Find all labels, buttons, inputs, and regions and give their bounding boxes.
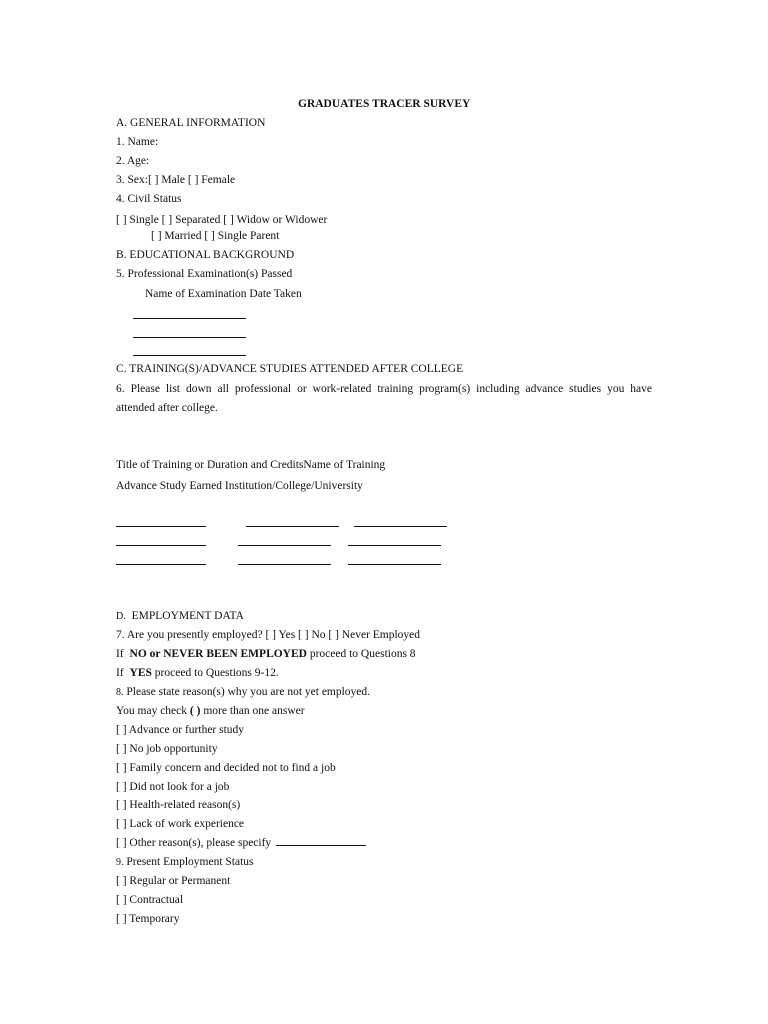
training-blank-line xyxy=(116,564,206,565)
training-blank-line xyxy=(348,564,441,565)
question-sex: 3. Sex:[ ] Male [ ] Female xyxy=(116,174,236,186)
question-9-number: 9. xyxy=(116,857,124,868)
check-note-suffix: more than one answer xyxy=(203,705,305,717)
instruction-if-no-suffix: proceed to Questions 8 xyxy=(309,648,416,660)
question-8-text: Please state reason(s) why you are not yet employed. xyxy=(126,686,371,698)
instruction-if-yes xyxy=(116,666,279,680)
civil-status-options-row2: [ ] Married [ ] Single Parent xyxy=(151,230,280,242)
reason-option: [ ] Lack of work experience xyxy=(116,818,245,830)
instruction-if-yes-suffix: proceed to Questions 9-12. xyxy=(154,667,279,679)
reason-option-other xyxy=(116,836,366,850)
section-b-heading: B. EDUCATIONAL BACKGROUND xyxy=(116,249,295,261)
instruction-if-yes-bold: YES xyxy=(129,667,152,679)
section-c-heading: C. TRAINING(S)/ADVANCE STUDIES ATTENDED AFTER COLLEGE xyxy=(116,363,464,375)
question-presently-employed: 7. Are you presently employed? [ ] Yes [ ] No [ ] Never Employed xyxy=(116,629,421,641)
question-training-line2: attended after college. xyxy=(116,402,218,414)
training-blank-line xyxy=(354,526,447,527)
section-d-title: EMPLOYMENT DATA xyxy=(131,610,244,622)
question-9-text: Present Employment Status xyxy=(126,856,254,868)
training-columns-row1: Title of Training or Duration and CreditsName of Training xyxy=(116,459,386,471)
training-blank-line xyxy=(116,545,206,546)
status-option: [ ] Temporary xyxy=(116,913,180,925)
status-option: [ ] Contractual xyxy=(116,894,184,906)
question-professional-exam: 5. Professional Examination(s) Passed xyxy=(116,268,293,280)
section-d-heading xyxy=(116,609,244,624)
question-reasons-unemployed xyxy=(116,685,370,700)
question-8-number: 8. xyxy=(116,687,124,698)
reason-option: [ ] Did not look for a job xyxy=(116,781,230,793)
section-d-letter: D. xyxy=(116,611,126,622)
training-blank-line xyxy=(238,545,331,546)
exam-blank-line xyxy=(133,318,246,319)
instruction-if-no-bold: NO or NEVER BEEN EMPLOYED xyxy=(129,648,307,660)
question-employment-status xyxy=(116,855,254,870)
instruction-if-no-prefix: If xyxy=(116,648,124,660)
reason-option: [ ] Advance or further study xyxy=(116,724,245,736)
reason-option: [ ] No job opportunity xyxy=(116,743,218,755)
check-note-prefix: You may check xyxy=(116,705,188,717)
section-a-heading: A. GENERAL INFORMATION xyxy=(116,117,266,129)
reason-option: [ ] Family concern and decided not to find a job xyxy=(116,762,336,774)
civil-status-options-row1: [ ] Single [ ] Separated [ ] Widow or Widower xyxy=(116,214,328,226)
reason-option-other-label: [ ] Other reason(s), please specify xyxy=(116,837,272,849)
instruction-if-no xyxy=(116,647,416,661)
status-option: [ ] Regular or Permanent xyxy=(116,875,231,887)
exam-columns-header: Name of Examination Date Taken xyxy=(145,288,302,300)
page-title: GRADUATES TRACER SURVEY xyxy=(298,98,471,110)
question-age: 2. Age: xyxy=(116,155,150,167)
other-reason-blank xyxy=(276,836,366,846)
check-note xyxy=(116,704,305,718)
training-blank-line xyxy=(238,564,331,565)
question-training-line1: 6. Please list down all professional or work-related training program(s) including advance studies you have xyxy=(116,383,652,395)
training-blank-line xyxy=(246,526,339,527)
question-civil-status: 4. Civil Status xyxy=(116,193,182,205)
exam-blank-line xyxy=(133,337,246,338)
instruction-if-yes-prefix: If xyxy=(116,667,124,679)
training-columns-row2: Advance Study Earned Institution/College/University xyxy=(116,480,363,492)
question-name: 1. Name: xyxy=(116,136,159,148)
reason-option: [ ] Health-related reason(s) xyxy=(116,799,241,811)
exam-blank-line xyxy=(133,355,246,356)
check-note-bold: ( ) xyxy=(189,705,201,717)
training-blank-line xyxy=(116,526,206,527)
training-blank-line xyxy=(348,545,441,546)
